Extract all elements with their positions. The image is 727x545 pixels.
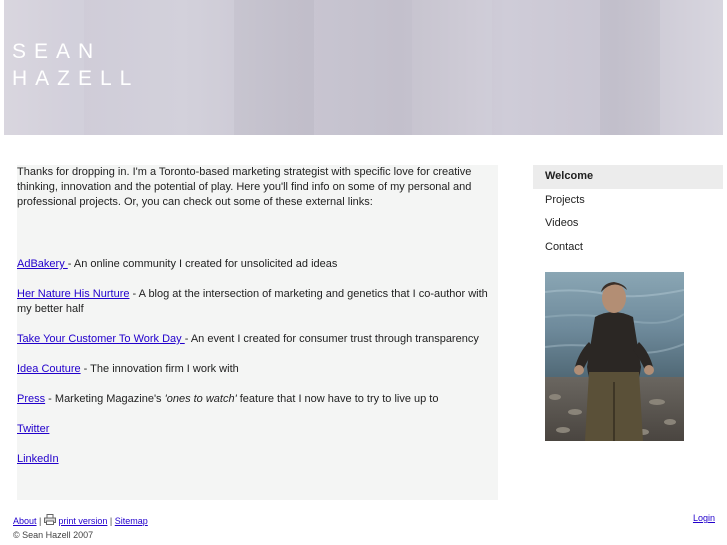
profile-photo-image [545,272,684,441]
nav-item-welcome[interactable]: Welcome [533,165,723,189]
list-item [17,332,498,347]
link-description: - Marketing Magazine's [45,393,165,405]
list-item [17,422,498,437]
sitemap-link[interactable]: Sitemap [114,516,148,526]
nav-item-contact[interactable]: Contact [545,240,583,253]
sidebar-nav [533,165,723,259]
copyright: © Sean Hazell 2007 [13,530,94,540]
banner-stripe [600,0,660,135]
main-content [17,165,498,500]
link-description: - An online community I created for unsolicited ad ideas [67,258,338,270]
about-link[interactable]: About [13,516,37,526]
banner-stripe [234,0,314,135]
footer [13,514,148,542]
nav-item-videos[interactable]: Videos [545,217,579,229]
login-area [693,513,715,523]
intro-text: Thanks for dropping in. I'm a Toronto-based marketing strategist with specific love for creative thinking, innovation and the potential of play. Here you'll find info on some of my personal and professional projects. Or, you can check out some of these external links: [17,166,472,208]
external-links-list [17,257,498,467]
header-banner [4,0,723,135]
print-version-link[interactable]: print version [58,516,108,526]
list-item [17,287,498,317]
list-item [17,452,498,467]
profile-photo [545,272,684,441]
printer-icon[interactable] [44,514,56,529]
list-item [17,362,498,377]
footer-separator: | [107,516,115,526]
link-description: - An event I created for consumer trust through transparency [184,333,479,345]
banner-stripe [412,0,492,135]
footer-separator: | [36,516,44,526]
idea-couture-link[interactable]: Idea Couture [17,363,81,375]
list-item [17,392,498,407]
press-link[interactable]: Press [17,393,46,405]
list-item [17,257,498,272]
adbakery-link[interactable]: AdBakery [17,258,68,270]
footer-links [13,514,148,529]
link-description: - The innovation firm I work with [80,363,239,375]
nav-item-projects[interactable]: Projects [545,193,585,206]
link-description-emphasis: 'ones to watch' [164,393,237,405]
logo-line-1: SEAN [12,40,102,63]
her-nature-his-nurture-link[interactable]: Her Nature His Nurture [17,288,130,300]
login-link[interactable]: Login [692,513,715,523]
take-your-customer-to-work-day-link[interactable]: Take Your Customer To Work Day [17,333,185,345]
linkedin-link[interactable]: LinkedIn [17,453,59,465]
site-logo[interactable] [12,38,139,92]
link-description: feature that I now have to try to live up to [236,393,439,405]
twitter-link[interactable]: Twitter [17,423,50,435]
link-description: - A blog at the intersection of marketing and genetics that I co-author with my better half [17,288,488,315]
logo-line-2: HAZELL [12,67,140,90]
